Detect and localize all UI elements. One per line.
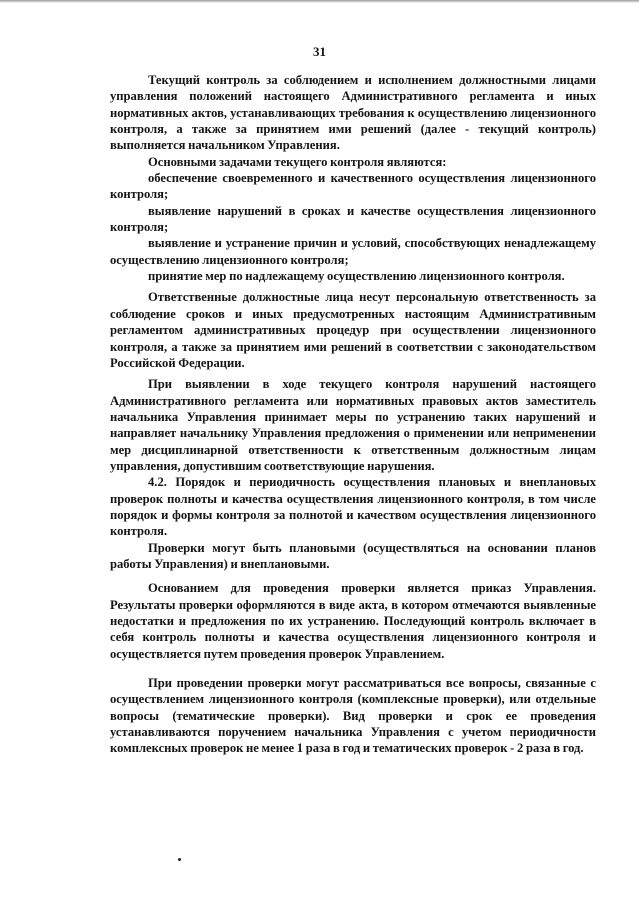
body-text: [110, 72, 596, 757]
scan-top-edge: [0, 0, 639, 3]
paragraph-current-control: Текущий контроль за соблюдением и исполнением должностными лицами управления положений настоящего Административного регламента и иных нормативных актов, устанавливающих требования к осуществлению лицензионного контроля, а также за принятием ими решений (далее - текущий контроль) выполняется начальником Управления.: [110, 73, 596, 153]
page-number: 31: [313, 44, 326, 59]
paragraph-task-ensuring: обеспечение своевременного и качественного осуществления лицензионного контроля;: [110, 171, 596, 202]
scan-speck: [178, 858, 181, 861]
paragraph-check-scope: При проведении проверки могут рассматриваться все вопросы, связанные с осуществлением лицензионного контроля (комплексные проверки), или отдельные вопросы (тематические проверки). Вид проверки и срок ее проведения устанавливаются поручением начальника Управления с учетом периодичности комплексных проверок не менее 1 раза в год и тематических проверок - 2 раза в год.: [110, 676, 596, 756]
paragraph-violations: При выявлении в ходе текущего контроля нарушений настоящего Административного регламента или нормативных правовых актов заместитель начальника Управления принимает меры по устранению таких нарушений и направляет начальнику Управления предложения о применении или неприменении мер дисциплинарной ответственности к ответственным должностным лицам управления, допустившим соответствующие нарушения.: [110, 377, 596, 473]
paragraph-responsibility: Ответственные должностные лица несут персональную ответственность за соблюдение сроков и иных предусмотренных настоящим Административным регламентом административных процедур при осуществлении лицензионного контроля, а также за принятием ими решений в соответствии с законодательством Российской Федерации.: [110, 290, 596, 370]
paragraph-check-types: Проверки могут быть плановыми (осуществляться на основании планов работы Управления) и внеплановыми.: [110, 540, 596, 571]
paragraph-tasks-intro: Основными задачами текущего контроля являются:: [148, 154, 447, 169]
paragraph-check-basis: Основанием для проведения проверки является приказ Управления. Результаты проверки оформляются в виде акта, в котором отмечаются выявленные недостатки и предложения по их устранению. Последующий контроль включает в себя контроль полноты и качества осуществления лицензионного контроля и осуществляется путем проведения проверок Управлением.: [110, 581, 596, 661]
paragraph-section-4-2: 4.2. Порядок и периодичность осуществления плановых и внеплановых проверок полноты и качества осуществления лицензионного контроля, в том числе порядок и формы контроля за полнотой и качеством осуществления лицензионного контроля.: [110, 475, 596, 539]
paragraph-task-detecting: выявление нарушений в сроках и качестве осуществления лицензионного контроля;: [110, 203, 596, 235]
paragraph-task-eliminating: выявление и устранение причин и условий, способствующих ненадлежащему осуществлению лицензионного контроля;: [110, 236, 596, 267]
paragraph-task-measures: принятие мер по надлежащему осуществлению лицензионного контроля.: [148, 269, 565, 284]
